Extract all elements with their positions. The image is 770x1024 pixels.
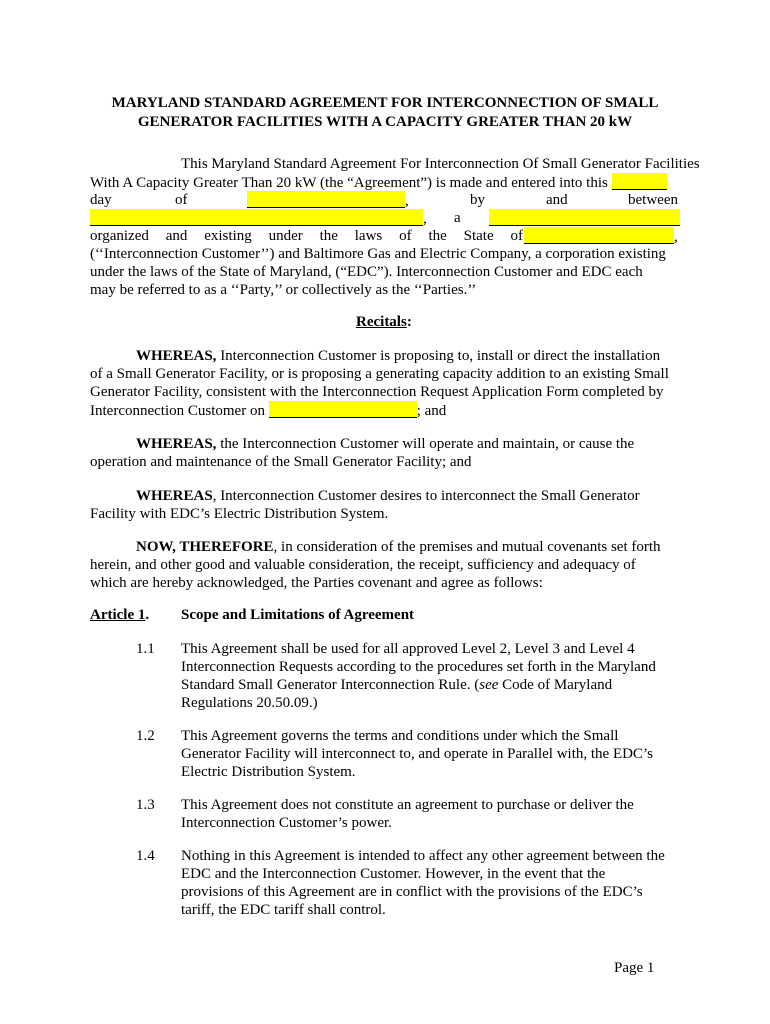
- article-1-heading: Scope and Limitations of Agreement: [181, 607, 415, 623]
- section-1-3-line-1: This Agreement does not constitute an agreement to purchase or deliver the: [181, 797, 634, 813]
- section-1-4-line-2: EDC and the Interconnection Customer. However, in the event that the: [181, 866, 606, 882]
- whereas-2-line-1: WHEREAS, the Interconnection Customer will operate and maintain, or cause the: [136, 436, 635, 452]
- section-1-3-line-2: Interconnection Customer’s power.: [181, 815, 392, 831]
- whereas-3-line-2: Facility with EDC’s Electric Distribution System.: [90, 506, 389, 522]
- date-day-field[interactable]: [612, 173, 667, 190]
- therefore-line-1: NOW, THEREFORE, in consideration of the premises and mutual covenants set forth: [136, 539, 661, 555]
- section-1-1-line-3: Standard Small Generator Interconnection Rule. (see Code of Maryland: [181, 677, 613, 693]
- section-1-4-line-3: provisions of this Agreement are in conflict with the provisions of the EDC’s: [181, 884, 643, 900]
- whereas-3-line-1: WHEREAS, Interconnection Customer desires to interconnect the Small Generator: [136, 488, 640, 504]
- intro-line-2: With A Capacity Greater Than 20 kW (the “Agreement”) is made and entered into this: [90, 173, 667, 192]
- section-1-4-number: 1.4: [136, 848, 155, 864]
- therefore-line-3: which are hereby acknowledged, the Parties covenant and agree as follows:: [90, 575, 543, 591]
- section-1-1-line-1: This Agreement shall be used for all approved Level 2, Level 3 and Level 4: [181, 641, 635, 657]
- recitals-heading: Recitals:: [356, 314, 412, 330]
- section-1-4-line-1: Nothing in this Agreement is intended to affect any other agreement between the: [181, 848, 665, 864]
- whereas-2-line-2: operation and maintenance of the Small Generator Facility; and: [90, 454, 472, 470]
- section-1-3-number: 1.3: [136, 797, 155, 813]
- page-number: Page 1: [614, 960, 655, 976]
- title-line-1: MARYLAND STANDARD AGREEMENT FOR INTERCONNECTION OF SMALL: [111, 95, 659, 111]
- section-1-2-line-2: Generator Facility will interconnect to, and operate in Parallel with, the EDC’s: [181, 746, 653, 762]
- whereas-1-line-1: WHEREAS, Interconnection Customer is proposing to, install or direct the installation: [136, 348, 661, 364]
- intro-line-1: This Maryland Standard Agreement For Interconnection Of Small Generator Facilities: [181, 156, 700, 172]
- intro-line-4: ,: [90, 209, 427, 228]
- article-1-label: Article 1.: [90, 607, 150, 623]
- section-1-1-line-2: Interconnection Requests according to the procedures set forth in the Maryland: [181, 659, 656, 675]
- intro-line-3: day: [90, 192, 112, 208]
- whereas-1-line-3: Generator Facility, consistent with the Interconnection Request Application Form completed by: [90, 384, 664, 400]
- state-field[interactable]: [524, 227, 674, 244]
- section-1-1-line-4: Regulations 20.50.09.): [181, 695, 318, 711]
- date-month-field[interactable]: [247, 191, 405, 208]
- section-1-1-number: 1.1: [136, 641, 155, 657]
- whereas-1-line-4: Interconnection Customer on ; and: [90, 403, 447, 419]
- title-line-2: GENERATOR FACILITIES WITH A CAPACITY GREATER THAN 20 kW: [137, 114, 633, 130]
- intro-line-6: (‘‘Interconnection Customer’’) and Baltimore Gas and Electric Company, a corporation existing: [90, 246, 666, 262]
- whereas-1-line-2: of a Small Generator Facility, or is proposing a generating capacity addition to an existing Small: [90, 366, 669, 382]
- section-1-2-number: 1.2: [136, 728, 155, 744]
- intro-line-5: organized and existing under the laws of the State of: [90, 228, 523, 244]
- intro-line-7: under the laws of the State of Maryland, (“EDC”). Interconnection Customer and EDC each: [90, 264, 643, 280]
- section-1-4-line-4: tariff, the EDC tariff shall control.: [181, 902, 386, 918]
- application-date-field[interactable]: [269, 401, 417, 418]
- intro-line-8: may be referred to as a ‘‘Party,’’ or collectively as the ‘‘Parties.’’: [90, 282, 477, 298]
- document-title: [90, 94, 680, 132]
- therefore-line-2: herein, and other good and valuable consideration, the receipt, sufficiency and adequacy of: [90, 557, 636, 573]
- section-1-2-line-3: Electric Distribution System.: [181, 764, 356, 780]
- customer-name-field[interactable]: [90, 209, 423, 226]
- entity-type-field[interactable]: [489, 209, 680, 226]
- section-1-2-line-1: This Agreement governs the terms and conditions under which the Small: [181, 728, 619, 744]
- document-page: MARYLAND STANDARD AGREEMENT FOR INTERCONNECTION OF SMALL GENERATOR FACILITIES WITH A CAPACITY GREATER THAN 20 kW This Maryland Standard Agreement For Interconnection Of Small Generator Facilities With A Capacity Greater Than 20 kW (the “Agreement”) is made and entered into this day of , by and between , a organized and existing under the laws of the State of , (‘‘Interconnection Customer’’) and Baltimore Gas and Electric Company, a corporation existing under the laws of the State of Maryland, (“EDC”). Interconnection Customer and EDC each may be referred to as a ‘‘Party,’’ or collectively as the ‘‘Parties.’’ Recitals: WHEREAS, Interconnection Customer is proposing to, install or direct the installation of a Small Generator Facility, or is proposing a generating capacity addition to an existing Small Generator Facility, consistent with the Interconnection Request Application Form completed by Interconnection Customer on ; and WHEREAS, the Interconnection Customer will operate and maintain, or cause the operation and maintenance of the Small Generator Facility; and WHEREAS, Interconnection Customer desires to interconnect the Small Generator Facility with EDC’s Electric Distribution System. NOW, THEREFORE, in consideration of the premises and mutual covenants set forth herein, and other good and valuable consideration, the receipt, sufficiency and adequacy of which are hereby acknowledged, the Parties covenant and agree as follows: Article 1. Scope and Limitations of Agreement 1.1 This Agreement shall be used for all approved Level 2, Level 3 and Level 4 Interconnection Requests according to the procedures set forth in the Maryland Standard Small Generator Interconnection Rule. (see Code of Maryland Regulations 20.50.09.) 1.2 This Agreement governs the terms and conditions under which the Small Generator Facility will interconnect to, and operate in Parallel with, the EDC’s Electric Distribution System. 1.3 This Agreement does not constitute an agreement to purchase or deliver the Interconnection Customer’s power. 1.4 Nothing in this Agreement is intended to affect any other agreement between the EDC and the Interconnection Customer. However, in the event that the provisions of this Agreement are in conflict with the provisions of the EDC’s tariff, the EDC tariff shall control. Page 1: [90, 95, 700, 976]
